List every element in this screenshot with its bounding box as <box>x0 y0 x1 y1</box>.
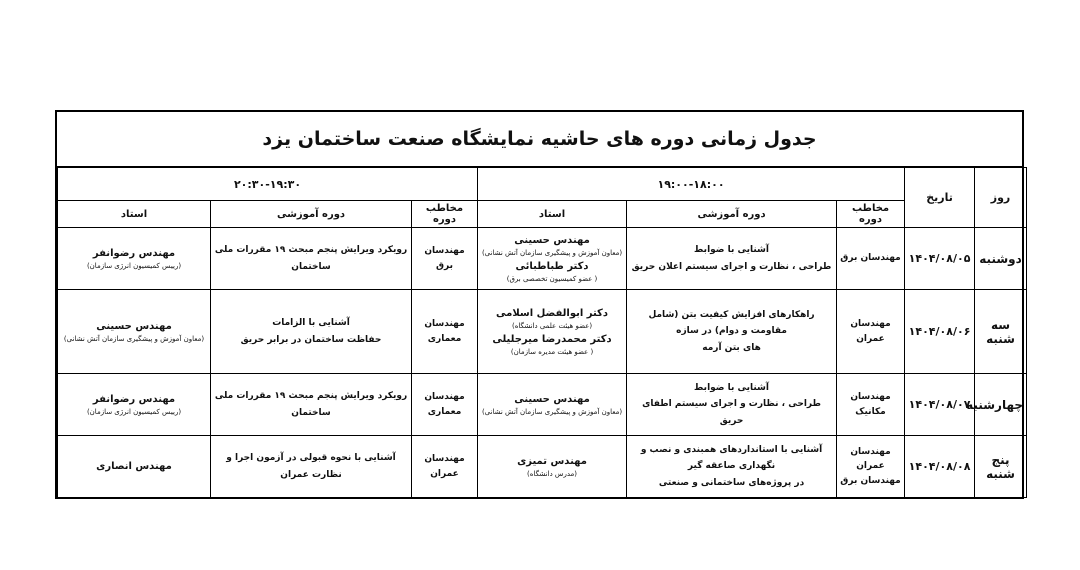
course-text: رویکرد ویرایش پنجم مبحث ۱۹ مقررات ملی ساختمان <box>214 245 408 272</box>
session1-instructor-cell <box>478 436 627 498</box>
date-cell: ۱۴۰۴/۰۸/۰۷ <box>905 374 975 436</box>
header-s1-instructor: استاد <box>478 201 627 228</box>
instructor-name: مهندس رضوانفر <box>92 393 176 405</box>
instructor-name: دکتر محمدرضا میرجلیلی <box>492 333 612 345</box>
session1-audience-cell <box>837 290 905 374</box>
instructor-role: (رییس کمیسیون انرژی سازمان) <box>86 261 182 270</box>
session2-course-cell <box>211 374 412 436</box>
session2-audience-cell <box>412 290 478 374</box>
audience-text: مهندسان برق <box>840 475 901 486</box>
day-cell: پنج شنبه <box>975 436 1027 498</box>
title-bar <box>57 112 1022 167</box>
session1-audience-cell <box>837 436 905 498</box>
instructor-name: مهندس حسینی <box>96 320 172 332</box>
session2-course-cell <box>211 228 412 290</box>
instructor-role: ( عضو کمیسیون تخصصی برق) <box>506 274 598 283</box>
instructor-name: دکتر طباطبائی <box>515 260 589 272</box>
session1-instructor-cell <box>478 290 627 374</box>
instructor-name: مهندس رضوانفر <box>92 247 176 259</box>
session2-instructor-cell <box>58 290 211 374</box>
course-text: آشنایی با ضوابط <box>694 245 769 256</box>
day-cell: چهارشنبه <box>975 374 1027 436</box>
session1-course-cell <box>627 290 837 374</box>
session2-instructor-cell <box>58 228 211 290</box>
course-text: حفاظت ساختمان در برابر حریق <box>240 334 382 345</box>
header-s2-instructor: استاد <box>58 201 211 228</box>
session2-audience-cell <box>412 436 478 498</box>
course-text: آشنایی با الزامات <box>272 318 350 329</box>
course-text: آشنایی با ضوابط <box>694 383 769 394</box>
date-cell: ۱۴۰۴/۰۸/۰۸ <box>905 436 975 498</box>
session2-instructor-cell <box>58 374 211 436</box>
header-s1-audience: مخاطب دوره <box>837 201 905 228</box>
instructor-name: مهندس انصاری <box>96 461 172 472</box>
course-text: رویکرد ویرایش پنجم مبحث ۱۹ مقررات ملی ساختمان <box>214 391 408 418</box>
instructor-role: (مدرس دانشگاه) <box>527 469 577 478</box>
course-text: آشنایی با استانداردهای همبندی و نصب و نگهداری صاعقه گیر <box>640 445 823 472</box>
session1-instructor-cell <box>478 374 627 436</box>
course-text: آشنایی با نحوه قبولی در آزمون اجرا و نظارت عمران <box>226 453 396 480</box>
audience-text: مهندسان معماری <box>424 319 465 344</box>
audience-text: مهندسان مکانیک <box>850 392 891 417</box>
session1-course-cell <box>627 436 837 498</box>
instructor-role: ( عضو هیئت مدیره سازمان) <box>510 347 594 356</box>
header-s2-audience: مخاطب دوره <box>412 201 478 228</box>
header-s2-course: دوره آموزشی <box>211 201 412 228</box>
session2-course-cell <box>211 436 412 498</box>
schedule-body <box>58 228 1027 498</box>
table-row <box>58 374 1027 436</box>
session1-course-cell <box>627 374 837 436</box>
day-cell: دوشنبه <box>975 228 1027 290</box>
session1-course-cell <box>627 228 837 290</box>
table-row <box>58 436 1027 498</box>
instructor-name: مهندس تمیزی <box>517 455 587 467</box>
session2-course-cell <box>211 290 412 374</box>
course-text: های بتن آرمه <box>702 342 761 353</box>
instructor-role: (معاون آموزش و پیشگیری سازمان آتش نشانی) <box>481 407 623 416</box>
instructor-name: مهندس حسینی <box>514 393 590 405</box>
day-cell: سه شنبه <box>975 290 1027 374</box>
session1-instructor-cell <box>478 228 627 290</box>
audience-text: مهندسان معماری <box>424 392 465 417</box>
schedule-table <box>57 167 1027 498</box>
table-row <box>58 290 1027 374</box>
course-text: طراحی ، نظارت و اجرای سیستم اطفای حریق <box>642 399 821 426</box>
header-session2-time: ۲۰:۳۰-۱۹:۳۰ <box>58 168 478 201</box>
session2-audience-cell <box>412 228 478 290</box>
session1-audience-cell <box>837 228 905 290</box>
course-text: طراحی ، نظارت و اجرای سیستم اعلان حریق <box>631 261 832 272</box>
audience-text: مهندسان برق <box>840 253 901 264</box>
instructor-name: دکتر ابوالفضل اسلامی <box>496 308 609 319</box>
course-text: در پروژه‌های ساختمانی و صنعتی <box>658 477 805 488</box>
instructor-role: (رییس کمیسیون انرژی سازمان) <box>86 407 182 416</box>
header-date: تاریخ <box>905 168 975 228</box>
instructor-name: مهندس حسینی <box>514 235 590 246</box>
audience-text: مهندسان برق <box>424 246 465 271</box>
instructor-role: (عضو هیئت علمی دانشگاه) <box>511 322 593 330</box>
course-text: راهکارهای افزایش کیفیت بتن (شامل مقاومت و دوام) در سازه <box>648 310 815 337</box>
session2-audience-cell <box>412 374 478 436</box>
header-day: روز <box>975 168 1027 228</box>
audience-text: مهندسان عمران <box>850 446 891 472</box>
audience-text: مهندسان عمران <box>424 454 465 479</box>
date-cell: ۱۴۰۴/۰۸/۰۶ <box>905 290 975 374</box>
audience-text: مهندسان عمران <box>850 319 891 344</box>
page-title: جدول زمانی دوره های حاشیه نمایشگاه صنعت ساختمان یزد <box>262 128 817 150</box>
header-session1-time: ۱۹:۰۰-۱۸:۰۰ <box>478 168 905 201</box>
schedule-document <box>55 110 1024 499</box>
date-cell: ۱۴۰۴/۰۸/۰۵ <box>905 228 975 290</box>
table-row <box>58 228 1027 290</box>
instructor-role: (معاون آموزش و پیشگیری سازمان آتش نشانی) <box>481 249 623 257</box>
session1-audience-cell <box>837 374 905 436</box>
instructor-role: (معاون آموزش و پیشگیری سازمان آتش نشانی) <box>63 334 205 343</box>
session2-instructor-cell <box>58 436 211 498</box>
header-s1-course: دوره آموزشی <box>627 201 837 228</box>
